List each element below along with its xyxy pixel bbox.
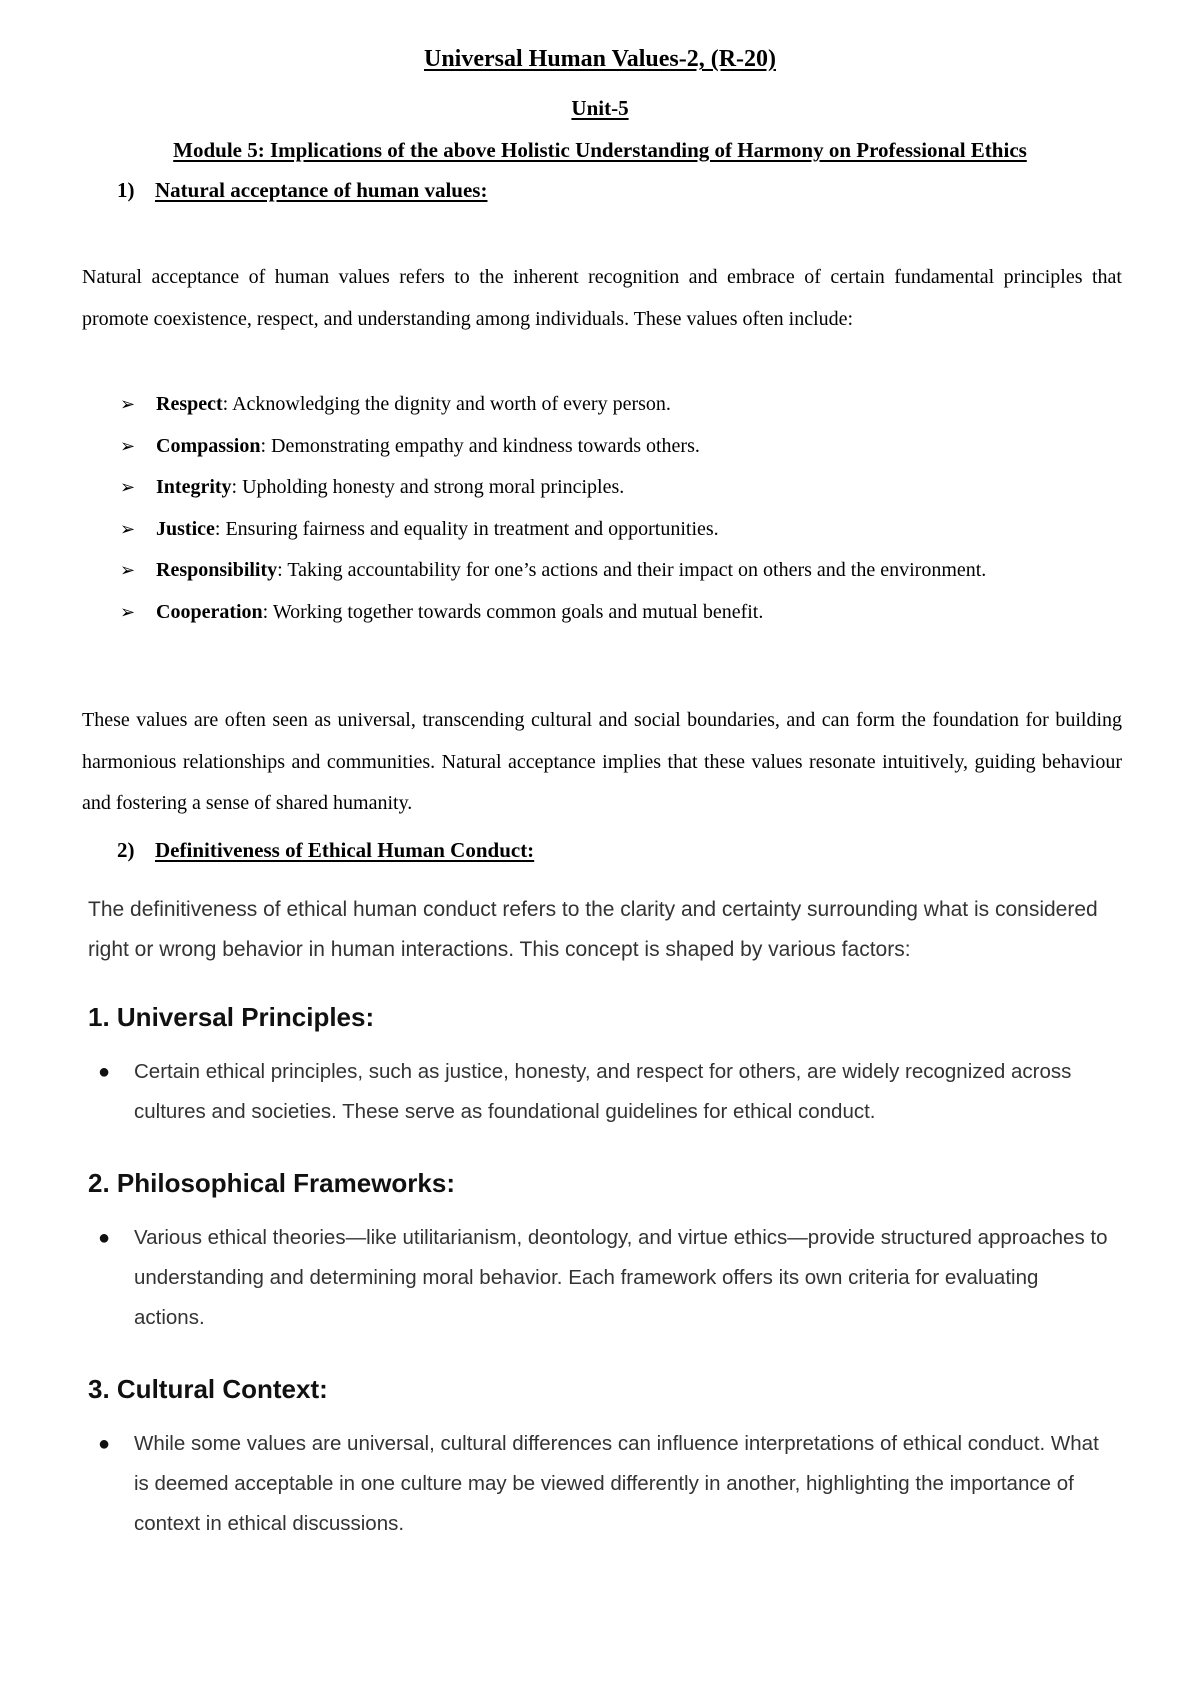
section-2-number: 2)	[117, 838, 135, 862]
list-item	[82, 509, 1122, 551]
subsection-2-heading: 2. Philosophical Frameworks:	[88, 1168, 455, 1198]
arrow-bullet-icon: ➢	[120, 560, 136, 580]
section-2-intro: The definitiveness of ethical human conduct refers to the clarity and certainty surrounding what is considered right or wrong behavior in human interactions. This concept is shaped by various factors:	[88, 898, 1098, 961]
section-1-number: 1)	[117, 178, 135, 202]
arrow-bullet-icon: ➢	[120, 394, 136, 414]
bullet-dot-icon: ●	[98, 1227, 111, 1249]
list-item	[82, 550, 1122, 592]
bullet-text: While some values are universal, cultural differences can influence interpretations of ethical conduct. What is deemed acceptable in one culture may be viewed differently in another, highlighting the importance of context in ethical discussions.	[134, 1432, 1099, 1535]
value-term: Compassion	[156, 434, 261, 457]
section-1-heading	[117, 178, 487, 203]
list-item	[82, 467, 1122, 509]
section-2-heading	[117, 838, 534, 863]
section-1-title: Natural acceptance of human values:	[155, 178, 488, 202]
subsection-1-heading: 1. Universal Principles:	[88, 1002, 375, 1032]
value-term: Respect	[156, 393, 223, 415]
arrow-bullet-icon: ➢	[120, 477, 136, 497]
value-description: : Ensuring fairness and equality in treatment and opportunities.	[214, 517, 719, 540]
value-description: : Demonstrating empathy and kindness towards others.	[260, 434, 700, 457]
section-1-closing: These values are often seen as universal, transcending cultural and social boundaries, and can form the foundation for building harmonious relationships and communities. Natural acceptance implies that these values resonate intuitively, guiding behaviour and fostering a sense of shared humanity.	[82, 709, 1122, 814]
bullet-text: Certain ethical principles, such as justice, honesty, and respect for others, are widely recognized across cultures and societies. These serve as foundational guidelines for ethical conduct.	[134, 1060, 1072, 1123]
list-item	[82, 592, 1122, 634]
values-list	[82, 384, 1122, 633]
value-description: : Acknowledging the dignity and worth of every person.	[222, 393, 671, 415]
document-title: Universal Human Values-2, (R-20)	[423, 46, 777, 72]
value-description: : Working together towards common goals and mutual benefit.	[262, 600, 764, 623]
bullet-dot-icon: ●	[98, 1061, 111, 1083]
arrow-bullet-icon: ➢	[120, 435, 136, 456]
section-1-intro: Natural acceptance of human values refers to the inherent recognition and embrace of certain fundamental principles that promote coexistence, respect, and understanding among individuals. These values often include:	[82, 266, 1122, 330]
list-item	[82, 384, 1122, 426]
unit-heading: Unit-5	[571, 96, 629, 120]
value-term: Justice	[156, 517, 215, 540]
value-term: Responsibility	[156, 559, 278, 581]
module-heading: Module 5: Implications of the above Holistic Understanding of Harmony on Professional Ethics	[173, 138, 1027, 162]
bullet-dot-icon: ●	[98, 1433, 111, 1455]
subsection-3-bullet	[88, 1424, 1108, 1544]
value-description: : Taking accountability for one’s actions and their impact on others and the environment.	[277, 559, 987, 581]
value-term: Integrity	[156, 476, 232, 498]
arrow-bullet-icon: ➢	[120, 518, 136, 539]
subsection-3-heading: 3. Cultural Context:	[88, 1374, 328, 1404]
section-2-title: Definitiveness of Ethical Human Conduct:	[155, 838, 535, 862]
value-description: : Upholding honesty and strong moral principles.	[231, 476, 625, 498]
value-term: Cooperation	[156, 600, 263, 623]
subsection-2-bullet	[88, 1218, 1108, 1338]
arrow-bullet-icon: ➢	[120, 601, 136, 622]
list-item	[82, 426, 1122, 468]
subsection-1-bullet	[88, 1052, 1108, 1132]
bullet-text: Various ethical theories—like utilitarianism, deontology, and virtue ethics—provide structured approaches to understanding and determining moral behavior. Each framework offers its own criteria for evaluating actions.	[134, 1226, 1108, 1329]
